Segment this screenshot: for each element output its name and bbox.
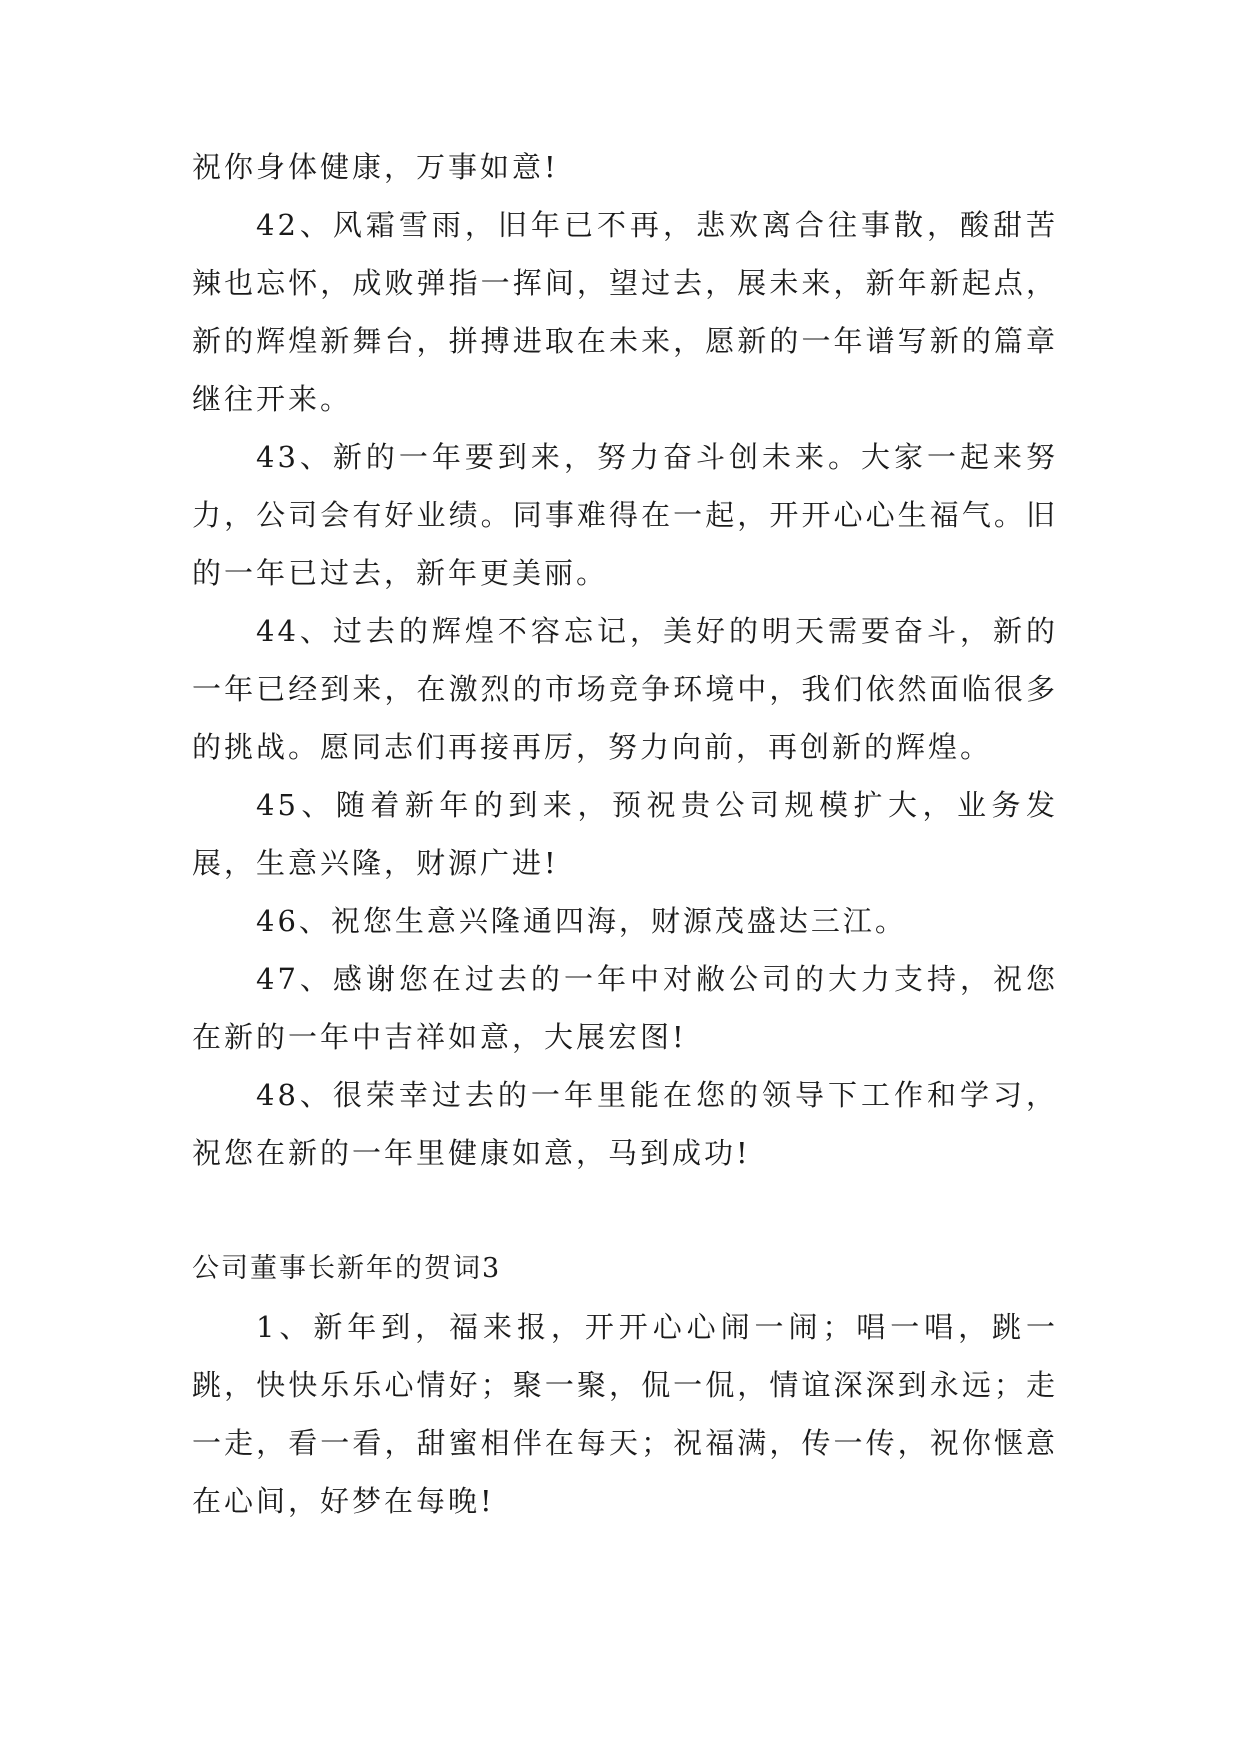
- paragraph-47: 47、感谢您在过去的一年中对敝公司的大力支持，祝您在新的一年中吉祥如意，大展宏图!: [192, 962, 1058, 1054]
- paragraph-48: 48、很荣幸过去的一年里能在您的领导下工作和学习，祝您在新的一年里健康如意，马到成功!: [192, 1078, 1058, 1170]
- document-page: [192, 0, 1058, 1530]
- paragraph-44: 44、过去的辉煌不容忘记，美好的明天需要奋斗，新的一年已经到来，在激烈的市场竞争环境中，我们依然面临很多的挑战。愿同志们再接再厉，努力向前，再创新的辉煌。: [192, 614, 1058, 764]
- paragraph-1: 1、新年到，福来报，开开心心闹一闹；唱一唱，跳一跳，快快乐乐心情好；聚一聚，侃一侃，情谊深深到永远；走一走，看一看，甜蜜相伴在每天；祝福满，传一传，祝你惬意在心间，好梦在每晚!: [192, 1310, 1058, 1518]
- top-spacer: [192, 0, 1058, 138]
- paragraph-blessing-close: 祝你身体健康，万事如意!: [192, 150, 559, 184]
- section-heading: 公司董事长新年的贺词3: [192, 1253, 502, 1284]
- paragraph-45: 45、随着新年的到来，预祝贵公司规模扩大，业务发展，生意兴隆，财源广进!: [192, 788, 1058, 880]
- paragraph-43: 43、新的一年要到来，努力奋斗创未来。大家一起来努力，公司会有好业绩。同事难得在一起，开开心心生福气。旧的一年已过去，新年更美丽。: [192, 440, 1058, 590]
- paragraph-46: 46、祝您生意兴隆通四海，财源茂盛达三江。: [256, 904, 907, 938]
- paragraph-42: 42、风霜雪雨，旧年已不再，悲欢离合往事散，酸甜苦辣也忘怀，成败弹指一挥间，望过去，展未来，新年新起点，新的辉煌新舞台，拼搏进取在未来，愿新的一年谱写新的篇章继往开来。: [192, 208, 1058, 416]
